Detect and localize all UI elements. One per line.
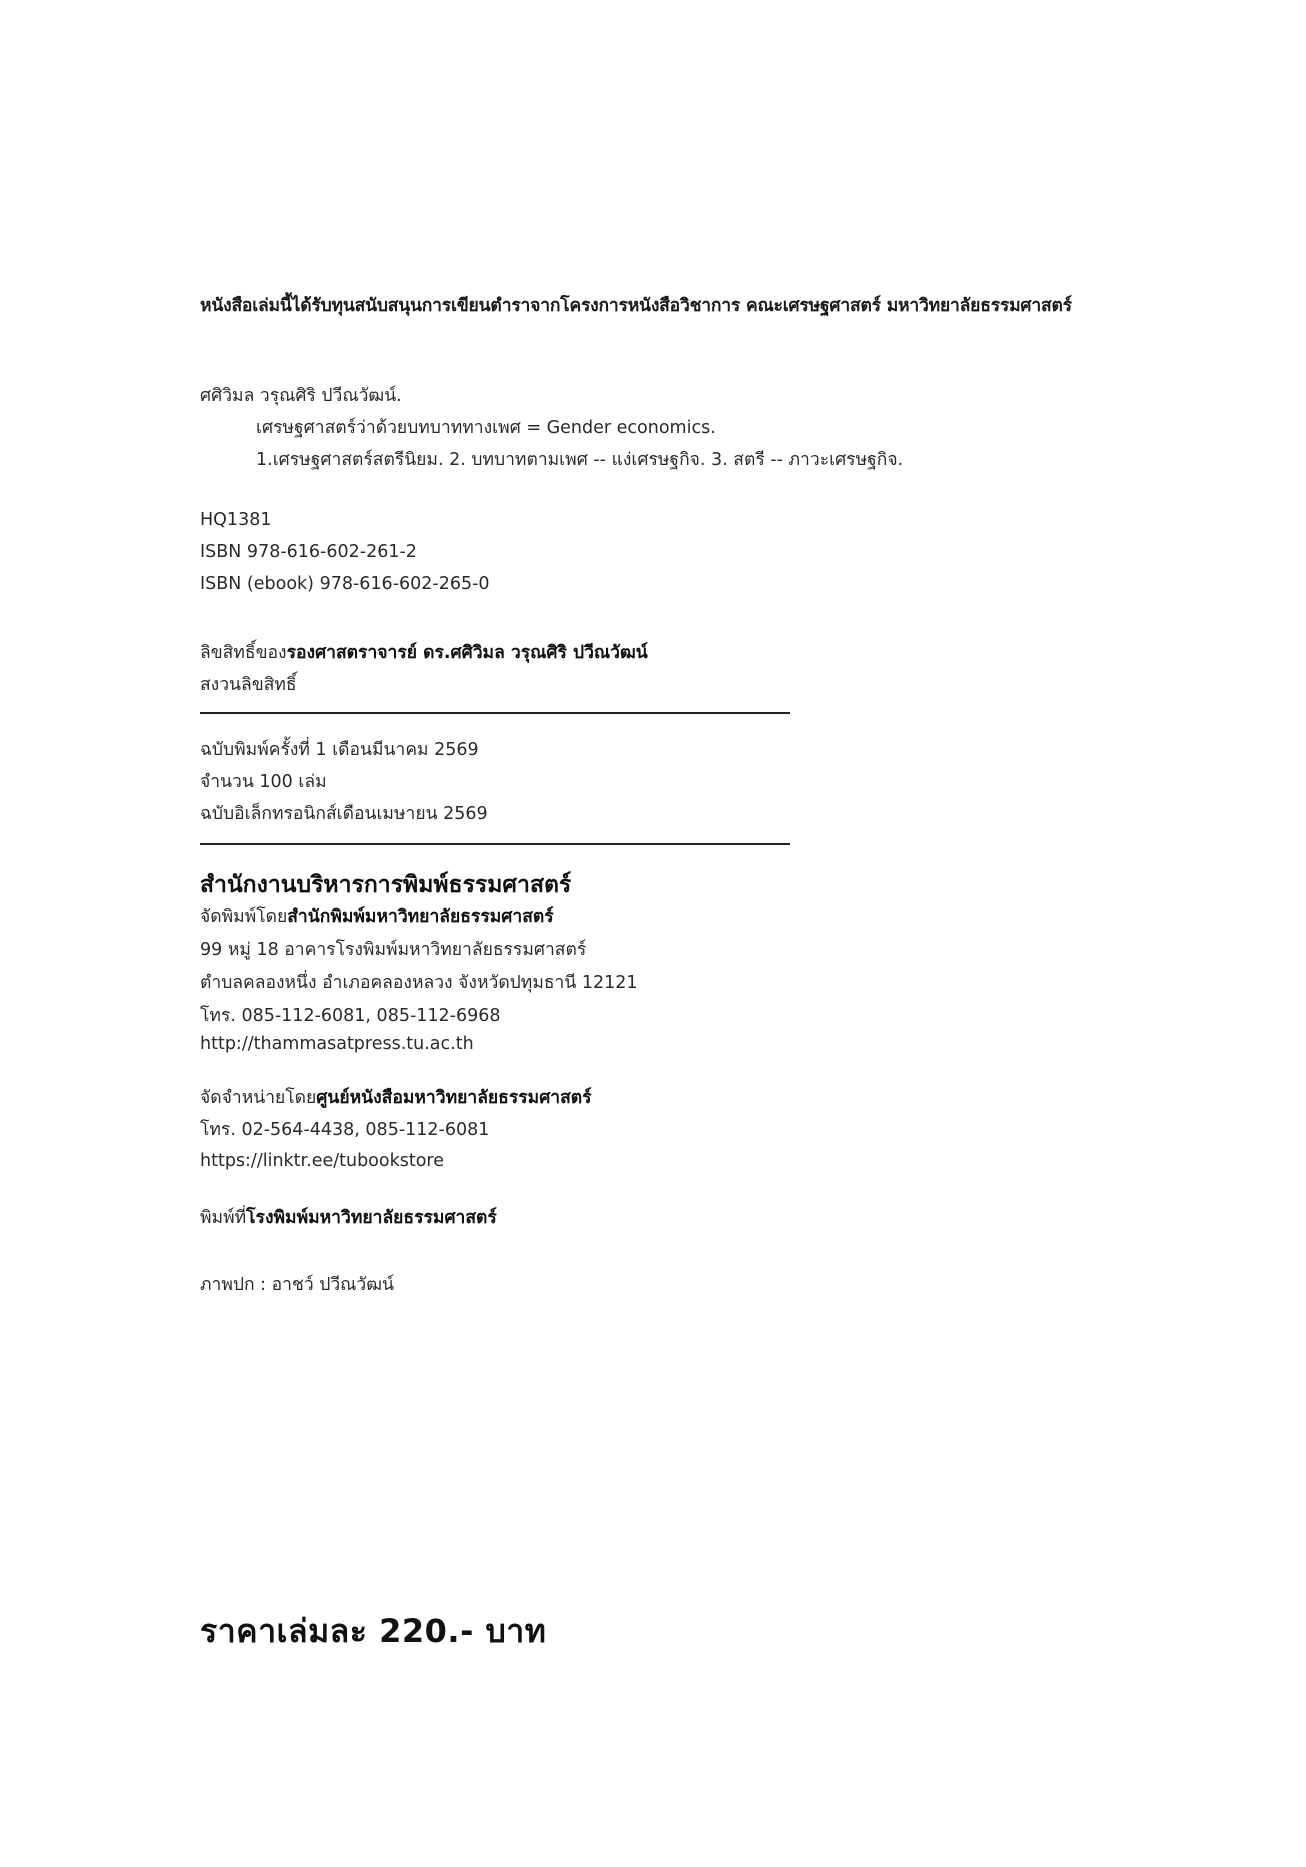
edition-ebook: ฉบับอิเล็กทรอนิกส์เดือนเมษายน 2569	[200, 804, 488, 824]
copyright-prefix: ลิขสิทธิ์ของ	[200, 643, 287, 663]
printed-at	[200, 1203, 497, 1231]
publisher-address-2: ตำบลคลองหนึ่ง อำเภอคลองหลวง จังหวัดปทุมธานี 12121	[200, 973, 638, 993]
copyright-line	[200, 638, 648, 666]
catalog-title: เศรษฐศาสตร์ว่าด้วยบทบาททางเพศ = Gender economics.	[256, 418, 716, 438]
isbn: ISBN 978-616-602-261-2	[200, 542, 417, 562]
published-by-prefix: จัดพิมพ์โดย	[200, 907, 288, 927]
distributor-phone: โทร. 02-564-4438, 085-112-6081	[200, 1120, 490, 1140]
grant-note: หนังสือเล่มนี้ได้รับทุนสนับสนุนการเขียนตำราจากโครงการหนังสือวิชาการ คณะเศรษฐศาสตร์ มหาวิทยาลัยธรรมศาสตร์	[200, 296, 1072, 316]
divider-bottom	[200, 843, 790, 845]
cover-credit: ภาพปก : อาชว์ ปวีณวัฒน์	[200, 1275, 394, 1295]
printer-name: โรงพิมพ์มหาวิทยาลัยธรรมศาสตร์	[246, 1208, 497, 1228]
isbn-ebook: ISBN (ebook) 978-616-602-265-0	[200, 574, 490, 594]
published-by-name: สำนักพิมพ์มหาวิทยาลัยธรรมศาสตร์	[287, 907, 554, 927]
edition-copies: จำนวน 100 เล่ม	[200, 772, 327, 792]
edition-first-print: ฉบับพิมพ์ครั้งที่ 1 เดือนมีนาคม 2569	[200, 740, 479, 760]
copyright-holder: รองศาสตราจารย์ ดร.ศศิวิมล วรุณศิริ ปวีณวัฒน์	[286, 643, 648, 663]
call-number: HQ1381	[200, 510, 272, 530]
catalog-subjects: 1.เศรษฐศาสตร์สตรีนิยม. 2. บทบาทตามเพศ -- แง่เศรษฐกิจ. 3. สตรี -- ภาวะเศรษฐกิจ.	[256, 450, 904, 470]
publisher-address-1: 99 หมู่ 18 อาคารโรงพิมพ์มหาวิทยาลัยธรรมศาสตร์	[200, 940, 587, 960]
published-by	[200, 902, 554, 930]
distributor-prefix: จัดจำหน่ายโดย	[200, 1088, 317, 1108]
distributed-by	[200, 1083, 592, 1111]
publisher-office-name: สำนักงานบริหารการพิมพ์ธรรมศาสตร์	[200, 872, 572, 898]
catalog-author: ศศิวิมล วรุณศิริ ปวีณวัฒน์.	[200, 386, 402, 406]
divider-top	[200, 712, 790, 714]
distributor-name: ศูนย์หนังสือมหาวิทยาลัยธรรมศาสตร์	[316, 1088, 592, 1108]
publisher-website: http://thammasatpress.tu.ac.th	[200, 1034, 474, 1054]
rights-reserved: สงวนลิขสิทธิ์	[200, 675, 297, 695]
distributor-link: https://linktr.ee/tubookstore	[200, 1151, 444, 1171]
publisher-phone: โทร. 085-112-6081, 085-112-6968	[200, 1006, 501, 1026]
printer-prefix: พิมพ์ที่	[200, 1208, 247, 1228]
price: ราคาเล่มละ 220.- บาท	[200, 1612, 547, 1650]
